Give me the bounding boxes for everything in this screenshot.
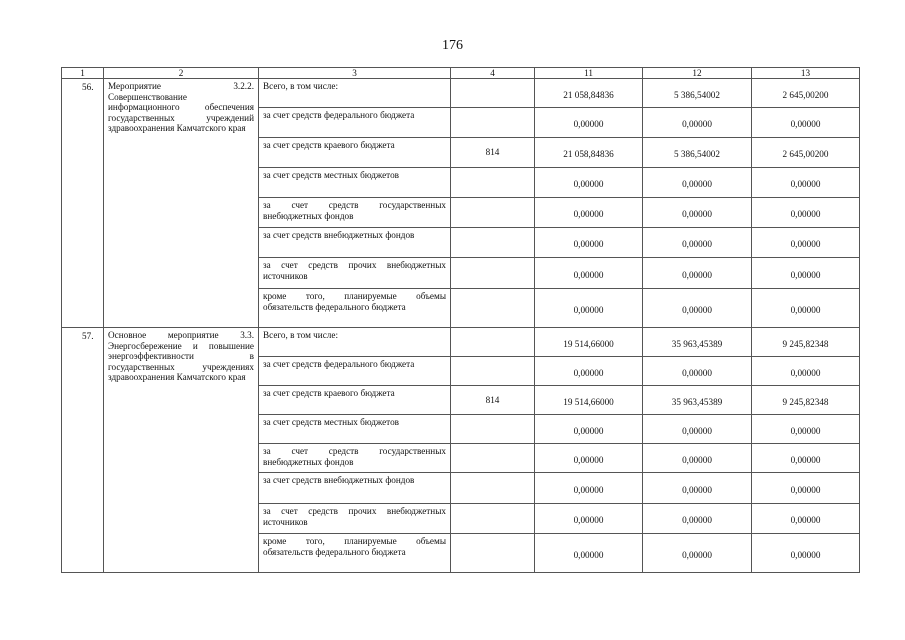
header-cell-4: 4	[451, 68, 535, 79]
value-col-11: 0,00000	[535, 504, 643, 534]
value-col-12: 0,00000	[643, 444, 752, 473]
value-col-13: 2 645,00200	[752, 138, 860, 168]
header-cell-1: 1	[62, 68, 104, 79]
value-col-12: 0,00000	[643, 289, 752, 328]
value-col-11: 0,00000	[535, 258, 643, 289]
code-cell	[451, 473, 535, 504]
value-col-12: 0,00000	[643, 357, 752, 386]
code-cell	[451, 168, 535, 198]
code-cell	[451, 357, 535, 386]
value-col-13: 0,00000	[752, 258, 860, 289]
code-cell	[451, 444, 535, 473]
value-col-12: 5 386,54002	[643, 138, 752, 168]
value-col-13: 0,00000	[752, 444, 860, 473]
page-number: 176	[442, 38, 463, 53]
budget-code: 814	[451, 386, 535, 415]
funding-source: за счет средств прочих внебюджетных источников	[259, 258, 451, 289]
value-col-11: 0,00000	[535, 357, 643, 386]
value-col-11: 0,00000	[535, 198, 643, 228]
value-col-11: 0,00000	[535, 108, 643, 138]
header-cell-13: 13	[752, 68, 860, 79]
budget-code: 814	[451, 138, 535, 168]
code-cell	[451, 198, 535, 228]
activity-name: Основное мероприятие 3.3. Энергосбережение и повышение энергоэффективности в государственных учреждениях здравоохранения Камчатского края	[104, 328, 259, 573]
funding-source: за счет средств внебюджетных фондов	[259, 473, 451, 504]
funding-source: Всего, в том числе:	[259, 79, 451, 108]
table-row	[62, 328, 860, 357]
value-col-11: 21 058,84836	[535, 138, 643, 168]
value-col-11: 0,00000	[535, 444, 643, 473]
value-col-13: 0,00000	[752, 504, 860, 534]
funding-source: за счет средств федерального бюджета	[259, 357, 451, 386]
value-col-12: 0,00000	[643, 258, 752, 289]
funding-source: за счет средств краевого бюджета	[259, 138, 451, 168]
header-cell-2: 2	[104, 68, 259, 79]
code-cell	[451, 79, 535, 108]
code-cell	[451, 504, 535, 534]
funding-source: за счет средств внебюджетных фондов	[259, 228, 451, 258]
value-col-13: 0,00000	[752, 534, 860, 573]
funding-source: кроме того, планируемые объемы обязательств федерального бюджета	[259, 289, 451, 328]
activity-name: Мероприятие 3.2.2. Совершенствование информационного обеспечения государственных учреждений здравоохранения Камчатского края	[104, 79, 259, 328]
value-col-13: 0,00000	[752, 168, 860, 198]
value-col-11: 19 514,66000	[535, 386, 643, 415]
value-col-13: 0,00000	[752, 415, 860, 444]
funding-source: Всего, в том числе:	[259, 328, 451, 357]
code-cell	[451, 415, 535, 444]
value-col-12: 0,00000	[643, 473, 752, 504]
value-col-13: 0,00000	[752, 108, 860, 138]
value-col-12: 0,00000	[643, 108, 752, 138]
row-number: 57.	[62, 328, 104, 573]
funding-source: за счет средств государственных внебюджетных фондов	[259, 444, 451, 473]
table-row	[62, 79, 860, 108]
value-col-13: 9 245,82348	[752, 386, 860, 415]
code-cell	[451, 258, 535, 289]
code-cell	[451, 328, 535, 357]
funding-source: за счет средств федерального бюджета	[259, 108, 451, 138]
value-col-11: 0,00000	[535, 534, 643, 573]
header-cell-11: 11	[535, 68, 643, 79]
funding-source: за счет средств местных бюджетов	[259, 415, 451, 444]
funding-source: за счет средств местных бюджетов	[259, 168, 451, 198]
row-number: 56.	[62, 79, 104, 328]
funding-source: кроме того, планируемые объемы обязательств федерального бюджета	[259, 534, 451, 573]
value-col-11: 0,00000	[535, 289, 643, 328]
code-cell	[451, 228, 535, 258]
value-col-12: 0,00000	[643, 504, 752, 534]
value-col-11: 0,00000	[535, 228, 643, 258]
value-col-12: 35 963,45389	[643, 328, 752, 357]
value-col-13: 9 245,82348	[752, 328, 860, 357]
value-col-12: 0,00000	[643, 415, 752, 444]
funding-source: за счет средств краевого бюджета	[259, 386, 451, 415]
value-col-13: 2 645,00200	[752, 79, 860, 108]
value-col-12: 0,00000	[643, 228, 752, 258]
value-col-11: 21 058,84836	[535, 79, 643, 108]
value-col-12: 5 386,54002	[643, 79, 752, 108]
header-row	[62, 68, 860, 79]
value-col-13: 0,00000	[752, 228, 860, 258]
code-cell	[451, 534, 535, 573]
value-col-13: 0,00000	[752, 289, 860, 328]
header-cell-3: 3	[259, 68, 451, 79]
code-cell	[451, 289, 535, 328]
value-col-11: 0,00000	[535, 415, 643, 444]
value-col-13: 0,00000	[752, 198, 860, 228]
value-col-11: 0,00000	[535, 473, 643, 504]
value-col-12: 0,00000	[643, 198, 752, 228]
funding-source: за счет средств прочих внебюджетных источников	[259, 504, 451, 534]
funding-source: за счет средств государственных внебюджетных фондов	[259, 198, 451, 228]
value-col-12: 0,00000	[643, 168, 752, 198]
value-col-11: 19 514,66000	[535, 328, 643, 357]
value-col-13: 0,00000	[752, 357, 860, 386]
value-col-12: 0,00000	[643, 534, 752, 573]
code-cell	[451, 108, 535, 138]
value-col-11: 0,00000	[535, 168, 643, 198]
value-col-13: 0,00000	[752, 473, 860, 504]
header-cell-12: 12	[643, 68, 752, 79]
budget-table	[61, 67, 860, 573]
value-col-12: 35 963,45389	[643, 386, 752, 415]
